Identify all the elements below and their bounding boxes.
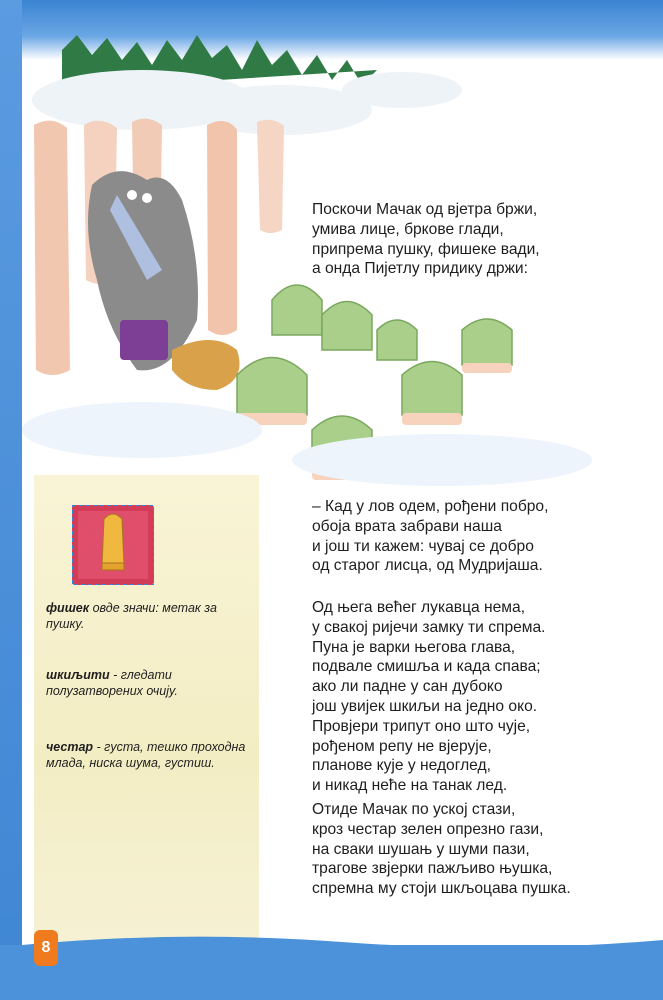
glossary-term: честар [46,740,94,754]
poem-stanza-3: Од њега већег лукавца нема, у свакој ријечи замку ти спрема. Пуна је варки његова глава, подвале смишља и када спава; ако ли падне у сан дубоко још увијек шкиљи на једно око. Провјери трипут оно што чује, рођеном репу не вјерује, планове кује у недоглед, и никад неће на танак лед. [312,599,546,795]
glossary-entry [46,600,256,632]
glossary-entry [46,739,256,771]
glossary-definition: - густа, тешко проходна млада, ниска шума, густиш. [46,740,246,770]
glossary-entry [46,667,256,699]
glossary-term: фишек [46,601,90,615]
glossary-term: шкиљити [46,668,110,682]
glossary-definition: - гледати полузатворених очију. [46,668,178,698]
poem-stanza-1: Поскочи Мачак од вјетра бржи, умива лице, бркове глади, припрема пушку, фишеке вади, а онда Пијетлу придику држи: [312,201,540,278]
bullet-icon [72,505,154,585]
poem-stanza-4: Отиде Мачак по уској стази, кроз честар зелен опрезно гази, на сваки шушањ у шуми пази, трагове звјерки пажљиво њушка, спремна му стоји шкљоцава пушка. [312,801,571,898]
page-number: 8 [34,930,58,966]
bottom-wave-decoration [22,930,663,960]
glossary-definition: овде значи: метак за пушку. [46,601,217,631]
poem-stanza-2: – Кад у лов одем, рођени побро, обоја врата забрави наша и још ти кажем: чувај се добро од старог лисца, од Мудријаша. [312,498,549,575]
